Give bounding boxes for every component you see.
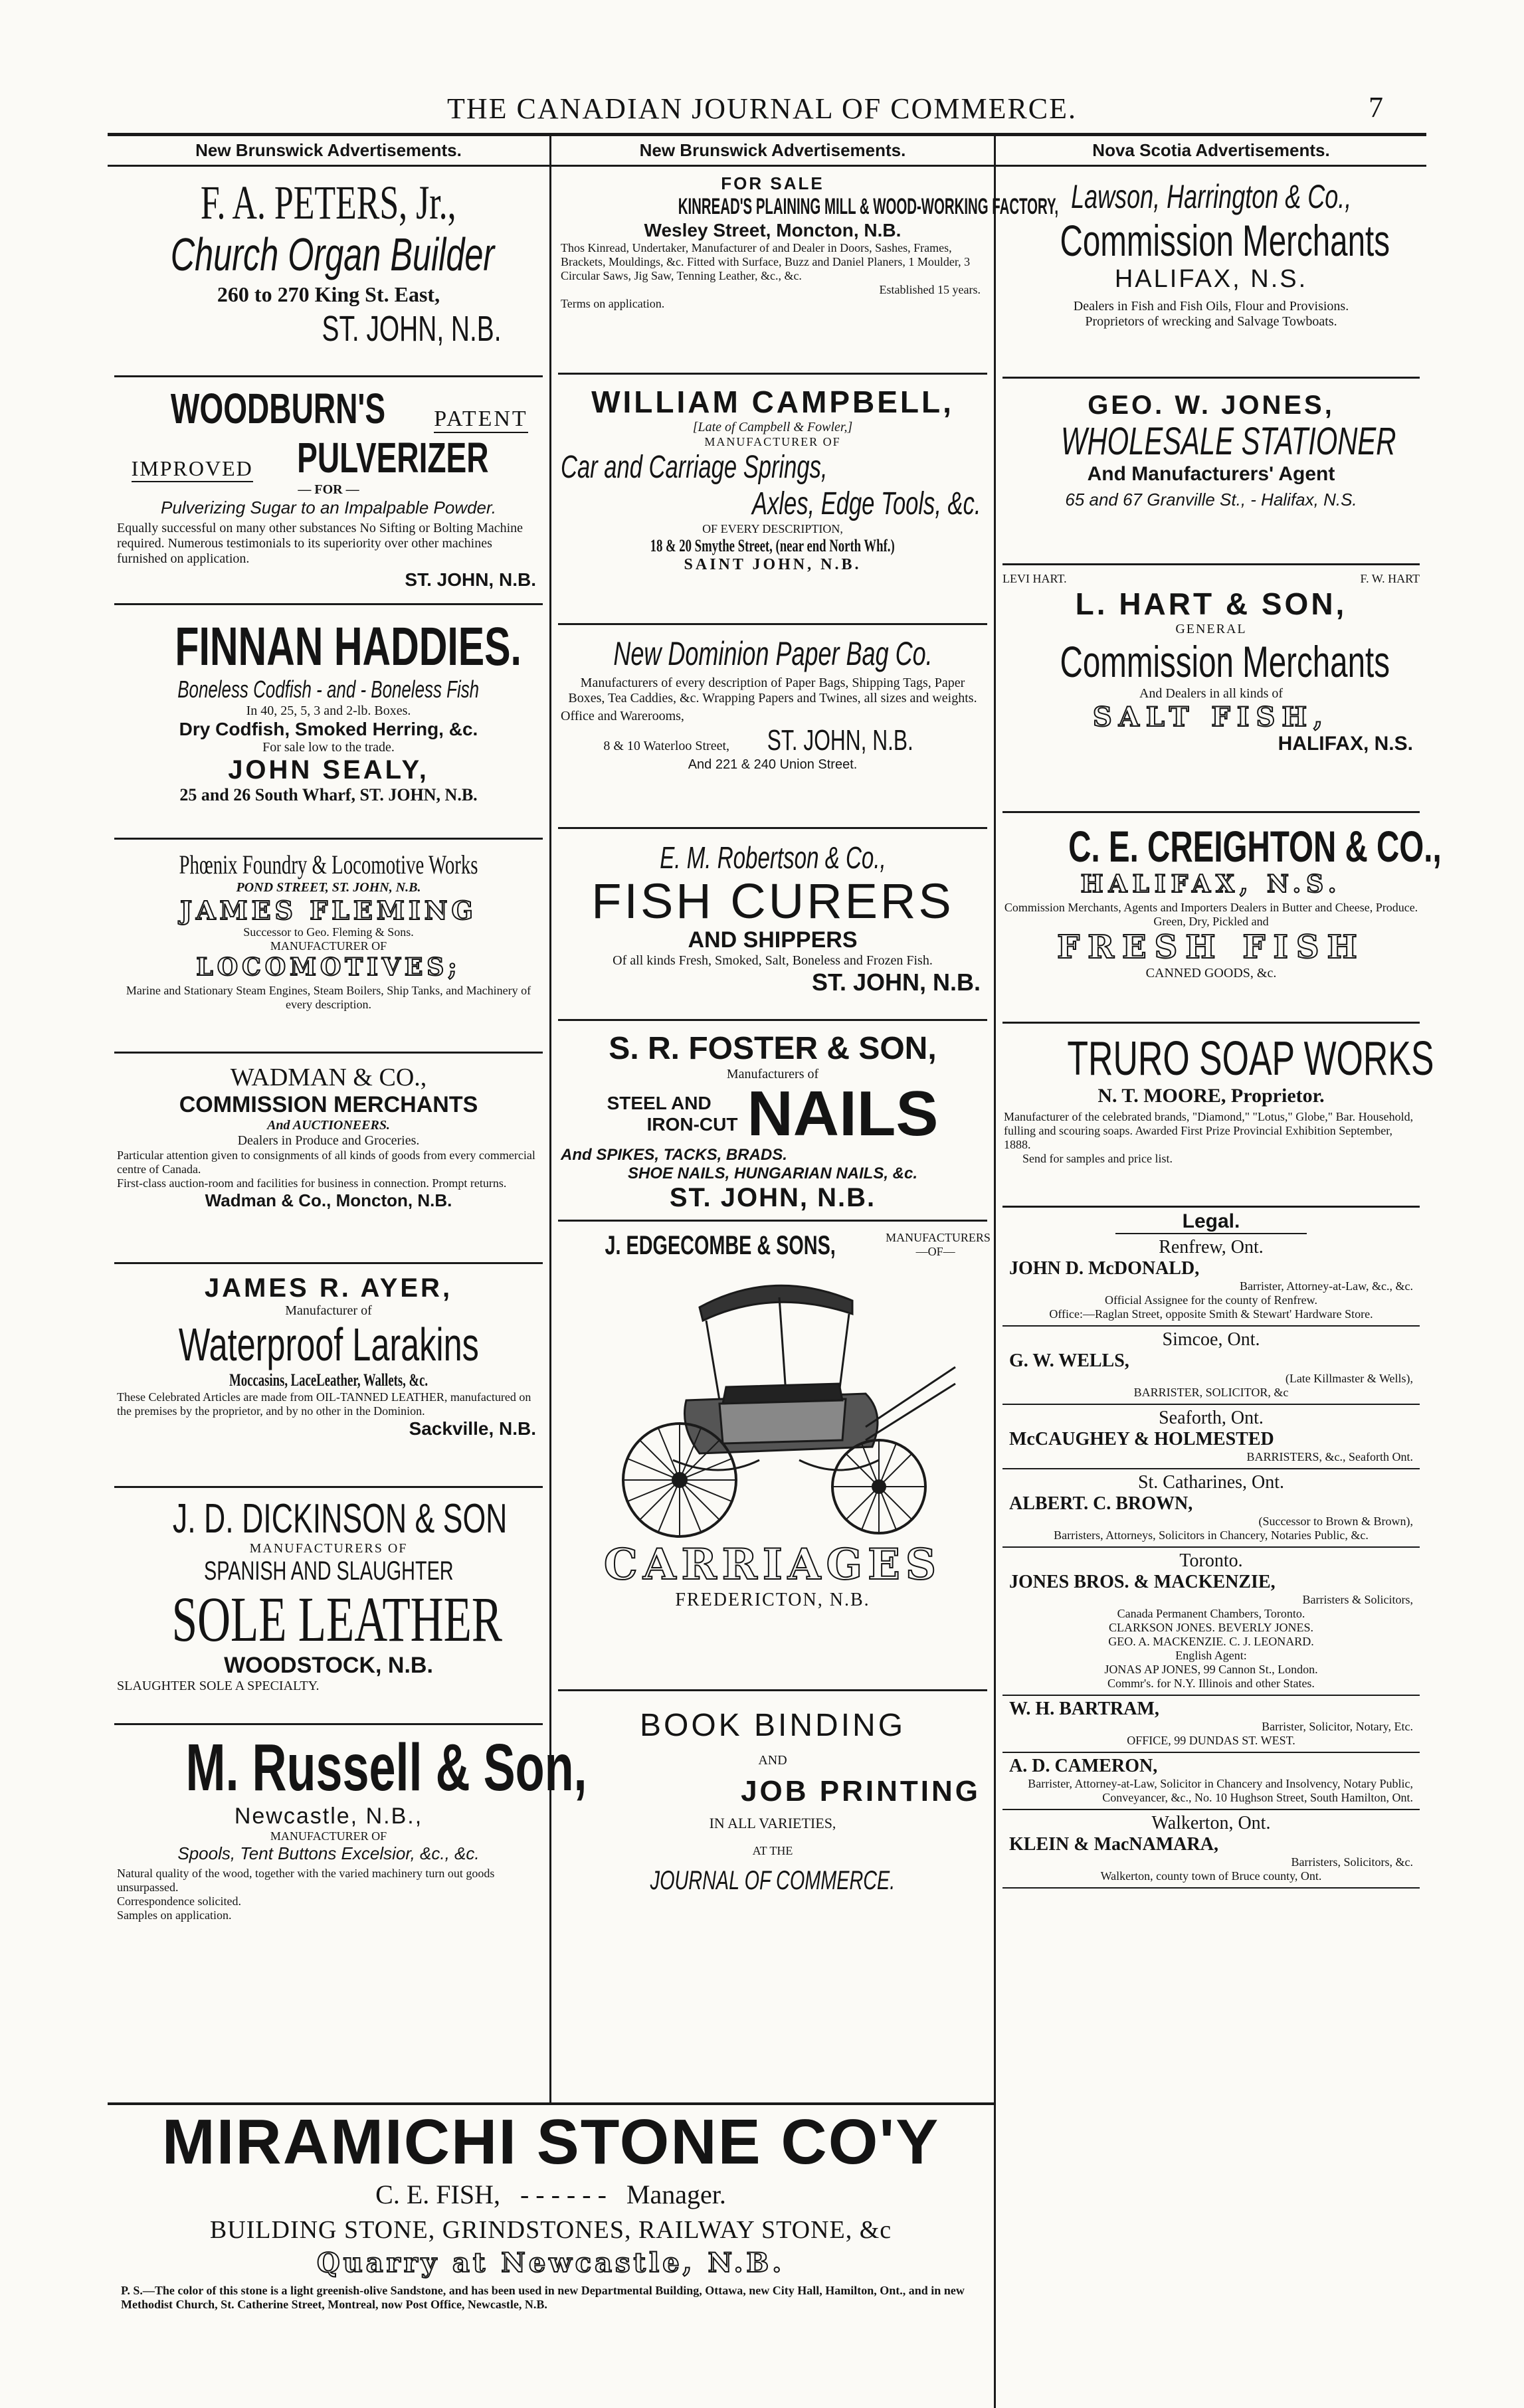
legal-line: Official Assignee for the county of Renfrew. [1105, 1293, 1317, 1307]
finnan-name: JOHN SEALY, [228, 755, 429, 785]
jones-sub: And Manufacturers' Agent [1087, 463, 1335, 485]
legal-line: OFFICE, 99 DUNDAS ST. WEST. [1127, 1734, 1295, 1747]
left-column [108, 136, 587, 2102]
creighton-canned: CANNED GOODS, &c. [1145, 966, 1277, 980]
edgecombe-name: J. EDGECOMBE & SONS, [605, 1231, 836, 1260]
legal-line: Barrister, Attorney-at-Law, &c., &c. [1239, 1279, 1413, 1293]
robertson-sub: AND SHIPPERS [688, 927, 858, 953]
legal-line: BARRISTER, SOLICITOR, &c [1133, 1386, 1289, 1399]
kinread-title: KINREAD'S PLAINING MILL & WOOD-WORKING FACTORY, [678, 194, 1059, 219]
miramichi-manager: Manager. [626, 2179, 726, 2209]
woodburn-city: ST. JOHN, N.B. [405, 569, 536, 590]
miramichi-line: BUILDING STONE, GRINDSTONES, RAILWAY STONE, &c [209, 2216, 892, 2244]
legal-entry [1002, 1327, 1420, 1405]
kinread-body: Thos Kinread, Undertaker, Manufacturer of and Dealer in Doors, Sashes, Frames, Brackets, Mouldings, &c. Fitted with Surface, Buzz and Daniel Planers, 1 Moulder, 3 Circular Saws, Jig Saw, Tenning Leather, &c., &c. [561, 241, 971, 282]
edgecombe-product: CARRIAGES [603, 1540, 942, 1590]
edgecombe-city: FREDERICTON, N.B. [675, 1590, 870, 1610]
legal-line: Barrister, Attorney-at-Law, Solicitor in Chancery and Insolvency, Notary Public, Conveyancer, &c., No. 10 Hughson Street, South Hamilton, Ont. [1028, 1777, 1413, 1804]
paperbag-city: ST. JOHN, N.B. [767, 724, 913, 757]
legal-line: Barristers, Solicitors, &c. [1291, 1855, 1413, 1869]
wadman-sign: Wadman & Co., Moncton, N.B. [205, 1190, 452, 1210]
campbell-late: [Late of Campbell & Fowler,] [692, 420, 853, 434]
legal-entry [1002, 1696, 1420, 1753]
right-column-heading: Nova Scotia Advertisements. [996, 136, 1426, 167]
foster-mfr: Manufacturers of [726, 1067, 819, 1081]
creighton-name: C. E. CREIGHTON & CO., [1068, 822, 1442, 871]
russell-product: Spools, Tent Buttons Excelsior, &c., &c. [177, 1843, 480, 1863]
robertson-name: E. M. Robertson & Co., [659, 840, 886, 875]
binding-job: JOB PRINTING [741, 1775, 981, 1807]
campbell-every: OF EVERY DESCRIPTION, [702, 522, 843, 535]
lawson-trade: Commission Merchants [1060, 216, 1390, 265]
phoenix-name: Phœnix Foundry & Locomotive Works [179, 850, 478, 880]
ad-ayer [108, 1264, 549, 1486]
legal-line: BARRISTERS, &c., Seaforth Ont. [1246, 1450, 1413, 1463]
robertson-title: FISH CURERS [591, 874, 954, 929]
legal-place: St. Catharines, Ont. [1137, 1472, 1285, 1493]
legal-place: Walkerton, Ont. [1151, 1813, 1271, 1833]
legal-entry [1002, 1810, 1420, 1889]
ad-dickinson [108, 1488, 549, 1723]
kinread-sale: FOR SALE [721, 173, 824, 193]
foster-name: S. R. FOSTER & SON, [609, 1031, 937, 1066]
kinread-terms: Terms on application. [561, 297, 665, 310]
ad-robertson [551, 829, 994, 1019]
legal-section [996, 1208, 1426, 1889]
legal-line: JONAS AP JONES, 99 Cannon St., London. [1104, 1663, 1318, 1676]
phoenix-product: LOCOMOTIVES; [196, 953, 461, 981]
peters-name: F. A. PETERS, Jr., [201, 176, 456, 229]
ad-truro [996, 1024, 1434, 1206]
dickinson-city: WOODSTOCK, N.B. [224, 1653, 433, 1678]
legal-entry [1002, 1548, 1420, 1696]
finnan-boxes: In 40, 25, 5, 3 and 2-lb. Boxes. [246, 703, 411, 718]
ad-miramichi [108, 2106, 994, 2385]
ayer-body: These Celebrated Articles are made from OIL-TANNED LEATHER, manufactured on the premises by the proprietor, and by no other in the Dominion. [117, 1390, 531, 1418]
dickinson-name: J. D. DICKINSON & SON [172, 1496, 508, 1542]
ad-foster [551, 1021, 994, 1220]
hart-left: LEVI HART. [1002, 572, 1067, 585]
legal-entry [1002, 1469, 1420, 1548]
ad-creighton [996, 813, 1442, 1022]
peters-trade: Church Organ Builder [170, 229, 495, 280]
campbell-address: 18 & 20 Smythe Street, (near end North Whf.) [650, 536, 896, 555]
binding-varieties: IN ALL VARIETIES, [709, 1815, 836, 1831]
ad-lawson [996, 167, 1426, 377]
paperbag-body: Manufacturers of every description of Paper Bags, Shipping Tags, Paper Boxes, Tea Caddies, &c. Wrapping Papers and Twines, all sizes and weights. [568, 676, 977, 705]
legal-line: GEO. A. MACKENZIE. C. J. LEONARD. [1108, 1635, 1314, 1648]
ad-paperbag [551, 625, 994, 827]
foster-line2: SHOE NAILS, HUNGARIAN NAILS, &c. [627, 1164, 918, 1182]
paperbag-address: 8 & 10 Waterloo Street, [603, 739, 730, 753]
page-number: 7 [1369, 91, 1383, 124]
campbell-product1: Car and Carriage Springs, [561, 450, 828, 485]
jones-trade: WHOLESALE STATIONER [1061, 420, 1396, 463]
russell-city: Newcastle, N.B., [234, 1804, 423, 1829]
legal-line: Office:—Raglan Street, opposite Smith & Stewart' Hardware Store. [1049, 1307, 1373, 1321]
kinread-established: Established 15 years. [879, 283, 981, 296]
left-column-heading: New Brunswick Advertisements. [108, 136, 549, 167]
ayer-line: Moccasins, LaceLeather, Wallets, &c. [229, 1370, 428, 1390]
woodburn-improved: IMPROVED [132, 456, 253, 482]
ad-woodburn [108, 377, 549, 603]
russell-body: Natural quality of the wood, together with the varied machinery turn out goods unsurpassed. [117, 1867, 495, 1894]
truro-owner: N. T. MOORE, Proprietor. [1097, 1085, 1325, 1107]
miramichi-title: MIRAMICHI STONE CO'Y [161, 2106, 940, 2177]
ad-wadman [108, 1054, 549, 1262]
russell-name: M. Russell & Son, [185, 1730, 587, 1805]
foster-nails: NAILS [747, 1078, 939, 1149]
finnan-line1: Boneless Codfish - and - Boneless Fish [177, 676, 480, 703]
dickinson-mfr: MANUFACTURERS OF [249, 1541, 408, 1556]
legal-line: Commr's. for N.Y. Illinois and other States. [1107, 1677, 1315, 1690]
hart-general: GENERAL [1175, 622, 1247, 636]
legal-entry [1002, 1405, 1420, 1469]
legal-name: G. W. WELLS, [1009, 1350, 1129, 1371]
legal-line: Barristers & Solicitors, [1302, 1593, 1413, 1606]
edgecombe-mfr: MANUFACTURERS —OF— [886, 1231, 991, 1258]
ayer-product: Waterproof Larakins [178, 1319, 479, 1370]
wadman-sub: And AUCTIONEERS. [267, 1118, 390, 1133]
legal-name: ALBERT. C. BROWN, [1009, 1493, 1193, 1514]
woodburn-name: WOODBURN'S [171, 385, 386, 432]
truro-body: Manufacturer of the celebrated brands, "Diamond," "Lotus," Globe," Bar. Household, fulling and scouring soaps. Awarded First Prize Provincial Exhibition September, 1888. [1004, 1110, 1414, 1151]
campbell-mfr: MANUFACTURER OF [704, 435, 841, 448]
ad-binding [551, 1691, 994, 1953]
miramichi-dashes: - - - - - - [520, 2179, 607, 2209]
lawson-body: Dealers in Fish and Fish Oils, Flour and Provisions. [1073, 299, 1349, 314]
legal-place: Simcoe, Ont. [1162, 1329, 1260, 1350]
russell-mfr: MANUFACTURER OF [270, 1829, 387, 1843]
miramichi-top-rule [108, 2102, 994, 2105]
truro-body2: Send for samples and price list. [1022, 1152, 1173, 1165]
finnan-title: FINNAN HADDIES. [175, 616, 522, 677]
legal-heading: Legal. [1115, 1210, 1307, 1234]
hart-name: L. HART & SON, [1075, 587, 1347, 621]
russell-body2: Correspondence solicited. [117, 1895, 241, 1908]
woodburn-patent: PATENT [434, 407, 527, 433]
wadman-body: Particular attention given to consignments of all kinds of goods from every commercial centre of Canada. [117, 1149, 535, 1176]
campbell-name: WILLIAM CAMPBELL, [591, 385, 954, 419]
ad-edgecombe [551, 1222, 994, 1689]
binding-and: AND [758, 1753, 787, 1768]
lawson-body2: Proprietors of wrecking and Salvage Towboats. [1085, 314, 1337, 329]
finnan-sale: For sale low to the trade. [262, 740, 395, 755]
hart-salt: SALT FISH, [1092, 701, 1330, 733]
legal-name: JONES BROS. & MACKENZIE, [1009, 1572, 1276, 1592]
robertson-city: ST. JOHN, N.B. [811, 969, 981, 996]
legal-line: (Late Killmaster & Wells), [1285, 1372, 1413, 1385]
wadman-body2: First-class auction-room and facilities for business in connection. Prompt returns. [117, 1176, 507, 1190]
legal-line: English Agent: [1175, 1649, 1247, 1662]
dickinson-specialty: SLAUGHTER SOLE A SPECIALTY. [117, 1679, 320, 1693]
middle-column-heading: New Brunswick Advertisements. [551, 136, 994, 167]
binding-title: BOOK BINDING [639, 1708, 906, 1743]
ad-finnan [108, 605, 549, 838]
peters-city: ST. JOHN, N.B. [322, 309, 502, 349]
legal-name: JOHN D. McDONALD, [1009, 1258, 1200, 1279]
wadman-trade: COMMISSION MERCHANTS [179, 1092, 478, 1117]
phoenix-street: POND STREET, ST. JOHN, N.B. [236, 880, 421, 895]
legal-place: Renfrew, Ont. [1159, 1237, 1264, 1257]
paperbag-union: And 221 & 240 Union Street. [688, 757, 858, 772]
hart-city: HALIFAX, N.S. [1278, 733, 1413, 755]
miramichi-ps: P. S.—The color of this stone is a light greenish-olive Sandstone, and has been used in new Departmental Building, Ottawa, new City Hall, Hamilton, Ont., and in new Methodist Church, St. Catherine Street, Montreal, now Post Office, Newcastle, N.B. [121, 2284, 965, 2311]
miramichi-quarry: Quarry at Newcastle, N.B. [316, 2247, 785, 2278]
legal-place: Toronto. [1179, 1550, 1243, 1571]
paperbag-office: Office and Warerooms, [561, 709, 684, 723]
legal-line: Barristers, Attorneys, Solicitors in Chancery, Notaries Public, &c. [1054, 1528, 1369, 1542]
carriage-illustration [587, 1261, 959, 1540]
phoenix-mfr: MANUFACTURER OF [270, 939, 387, 953]
ad-campbell [551, 375, 994, 623]
campbell-product2: Axles, Edge Tools, &c. [751, 486, 981, 521]
phoenix-successor: Successor to Geo. Fleming & Sons. [243, 925, 414, 939]
russell-body3: Samples on application. [117, 1908, 232, 1922]
ayer-name: JAMES R. AYER, [204, 1273, 453, 1303]
legal-name: W. H. BARTRAM, [1009, 1699, 1159, 1719]
woodburn-use: Pulverizing Sugar to an Impalpable Powder. [161, 498, 496, 517]
ad-phoenix [108, 840, 549, 1052]
ad-kinread [551, 167, 1059, 373]
truro-name: TRURO SOAP WORKS [1067, 1032, 1434, 1085]
creighton-fresh: FRESH FISH [1057, 929, 1365, 966]
campbell-city: SAINT JOHN, N.B. [684, 556, 862, 573]
legal-line: CLARKSON JONES. BEVERLY JONES. [1108, 1621, 1314, 1634]
paperbag-name: New Dominion Paper Bag Co. [613, 635, 933, 672]
ayer-city: Sackville, N.B. [409, 1418, 536, 1439]
dickinson-product: SOLE LEATHER [171, 1584, 502, 1655]
miramichi-manager-name: C. E. FISH, [375, 2179, 500, 2209]
legal-list [996, 1234, 1426, 1889]
ad-peters [108, 167, 549, 375]
legal-name: KLEIN & MacNAMARA, [1009, 1834, 1218, 1855]
peters-address: 260 to 270 King St. East, [217, 282, 440, 306]
creighton-city: HALIFAX, N.S. [1080, 870, 1342, 898]
ad-hart [996, 565, 1426, 811]
phoenix-body: Marine and Stationary Steam Engines, Steam Boilers, Ship Tanks, and Machinery of every description. [126, 984, 531, 1011]
hart-right: F. W. HART [1360, 572, 1420, 585]
foster-city: ST. JOHN, N.B. [669, 1183, 876, 1212]
legal-place: Seaforth, Ont. [1159, 1408, 1264, 1428]
right-column [996, 136, 1442, 2406]
foster-iron: IRON-CUT [646, 1114, 738, 1135]
legal-name: A. D. CAMERON, [1009, 1756, 1158, 1776]
dickinson-line: SPANISH AND SLAUGHTER [203, 1556, 454, 1586]
ad-russell [108, 1725, 587, 1984]
kinread-street: Wesley Street, Moncton, N.B. [644, 220, 902, 240]
lawson-city: HALIFAX, N.S. [1114, 265, 1308, 293]
binding-journal: JOURNAL OF COMMERCE. [650, 1866, 896, 1895]
finnan-address: 25 and 26 South Wharf, ST. JOHN, N.B. [179, 785, 478, 804]
legal-entry [1002, 1234, 1420, 1327]
lawson-name: Lawson, Harrington & Co., [1070, 178, 1352, 215]
jones-name: GEO. W. JONES, [1088, 391, 1335, 420]
finnan-line2: Dry Codfish, Smoked Herring, &c. [179, 719, 478, 739]
legal-entry [1002, 1753, 1420, 1810]
creighton-body: Commission Merchants, Agents and Importers Dealers in Butter and Cheese, Produce. [1004, 901, 1418, 914]
hart-trade: Commission Merchants [1060, 637, 1390, 686]
legal-line: Walkerton, county town of Bruce county, Ont. [1100, 1869, 1322, 1883]
ayer-mfr: Manufacturer of [285, 1303, 372, 1318]
woodburn-product: PULVERIZER [296, 434, 489, 482]
legal-line: Canada Permanent Chambers, Toronto. [1117, 1607, 1305, 1620]
robertson-body: Of all kinds Fresh, Smoked, Salt, Boneless and Frozen Fish. [613, 953, 933, 968]
legal-line: Barrister, Solicitor, Notary, Etc. [1262, 1720, 1413, 1733]
ad-jones [996, 379, 1426, 563]
foster-steel: STEEL AND [607, 1093, 712, 1113]
hart-dealers: And Dealers in all kinds of [1139, 686, 1284, 701]
page-title: THE CANADIAN JOURNAL OF COMMERCE. [446, 92, 1078, 125]
creighton-body2: Green, Dry, Pickled and [1153, 915, 1269, 928]
woodburn-for: — FOR — [298, 482, 359, 497]
wadman-line1: Dealers in Produce and Groceries. [237, 1133, 420, 1148]
wadman-name: WADMAN & CO., [230, 1064, 427, 1091]
binding-at: AT THE [752, 1844, 793, 1857]
legal-name: McCAUGHEY & HOLMESTED [1009, 1429, 1274, 1449]
phoenix-owner: JAMES FLEMING [180, 895, 477, 925]
woodburn-body: Equally successful on many other substances No Sifting or Bolting Machine required. Numerous testimonials to its superiority over other machines furnished on application. [117, 521, 524, 566]
legal-line: (Successor to Brown & Brown), [1258, 1515, 1413, 1528]
foster-line1: And SPIKES, TACKS, BRADS. [561, 1146, 787, 1164]
jones-address: 65 and 67 Granville St., - Halifax, N.S. [1065, 490, 1357, 509]
